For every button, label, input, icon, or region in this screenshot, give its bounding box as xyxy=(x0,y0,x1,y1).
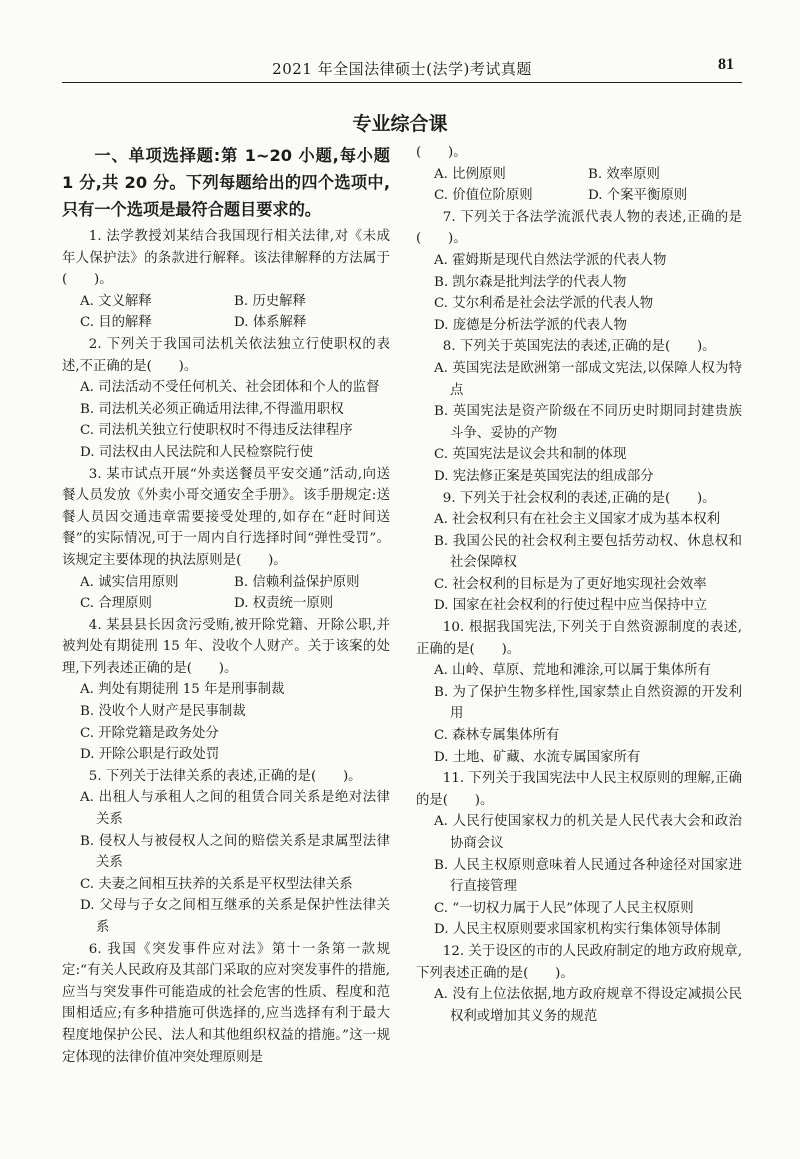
option-a: A. 判处有期徒刑 15 年是刑事制裁 xyxy=(80,682,285,698)
option-a: A. 司法活动不受任何机关、社会团体和个人的监督 xyxy=(80,380,380,396)
header-title: 2021 年全国法律硕士(法学)考试真题 xyxy=(272,60,532,78)
options-row xyxy=(62,312,390,334)
section-title: 专业综合课 xyxy=(352,113,448,135)
option-c: C. 合理原则 xyxy=(80,596,152,612)
option-c: C. 艾尔利希是社会法学派的代表人物 xyxy=(434,296,654,312)
option-a: A. 出租人与承租人之间的租赁合同关系是绝对法律关系 xyxy=(80,790,390,828)
option-d: D. 体系解释 xyxy=(234,315,307,331)
option-c: C. 司法机关独立行使职权时不得违反法律程序 xyxy=(80,423,353,439)
question-3: 3. 某市试点开展“外卖送餐员平安交通”活动,向送餐人员发放《外卖小哥交通安全手册》。该手册规定:送餐人员因交通违章需要接受处理的,如存在“赶时间送餐”的实际情况,可于一周内自行选择时间“弹性受罚”。该规定主要体现的执法原则是( )。 xyxy=(62,466,390,568)
option-c: C. 森林专属集体所有 xyxy=(434,728,560,744)
option-d: D. 人民主权原则要求国家机构实行集体领导体制 xyxy=(434,922,721,938)
page-number: 81 xyxy=(718,56,734,73)
option-a: A. 人民行使国家权力的机关是人民代表大会和政治协商会议 xyxy=(434,814,742,851)
option-b: B. 信赖利益保护原则 xyxy=(234,574,360,590)
option-a: A. 比例原则 xyxy=(434,166,506,182)
question-7: 7. 下列关于各法学流派代表人物的表述,正确的是( )。 xyxy=(416,209,742,247)
option-b: B. 为了保护生物多样性,国家禁止自然资源的开发利用 xyxy=(434,684,742,722)
question-6: 6. 我国《突发事件应对法》第十一条第一款规定:“有关人民政府及其部门采取的应对突发事件的措施,应当与突发事件可能造成的社会危害的性质、程度和范围相适应;有多种措施可供选择的,应当选择有利于最大程度地保护公民、法人和其他组织权益的措施。”这一规定体现的法律价值冲突处理原则是 xyxy=(62,941,390,1065)
option-d: D. 土地、矿藏、水流专属国家所有 xyxy=(434,749,641,765)
option-c: C. 英国宪法是议会共和制的体现 xyxy=(434,447,627,463)
options-row xyxy=(416,164,742,186)
question-5: 5. 下列关于法律关系的表述,正确的是( )。 xyxy=(88,768,362,784)
question-4: 4. 某县县长因贪污受贿,被开除党籍、开除公职,并被判处有期徒刑 15 年、没收个人财产。关于该案的处理,下列表述正确的是( )。 xyxy=(62,617,390,676)
option-c: C. 开除党籍是政务处分 xyxy=(80,725,219,741)
options-row xyxy=(416,185,742,207)
option-d: D. 父母与子女之间相互继承的关系是保护性法律关系 xyxy=(80,898,390,935)
question-1: 1. 法学教授刘某结合我国现行相关法律,对《未成年人保护法》的条款进行解释。该法律解释的方法属于( )。 xyxy=(62,229,390,288)
option-c: C. 夫妻之间相互扶养的关系是平权型法律关系 xyxy=(80,876,353,892)
option-a: A. 山岭、草原、荒地和滩涂,可以属于集体所有 xyxy=(434,663,711,679)
question-10: 10. 根据我国宪法,下列关于自然资源制度的表述,正确的是( )。 xyxy=(416,620,742,657)
right-column xyxy=(416,142,742,1027)
options-row xyxy=(62,593,390,615)
option-d: D. 开除公职是行政处罚 xyxy=(80,747,220,763)
option-d: D. 宪法修正案是英国宪法的组成部分 xyxy=(434,468,654,484)
option-b: B. 人民主权原则意味着人民通过各种途径对国家进行直接管理 xyxy=(434,857,742,895)
options-row xyxy=(62,291,390,313)
option-d: D. 权责统一原则 xyxy=(234,596,334,612)
question-11: 11. 下列关于我国宪法中人民主权原则的理解,正确的是( )。 xyxy=(416,771,742,808)
option-a: A. 文义解释 xyxy=(80,293,152,309)
option-d: D. 庞德是分析法学派的代表人物 xyxy=(434,317,627,333)
option-a: A. 诚实信用原则 xyxy=(80,574,179,590)
option-c: C. 社会权利的目标是为了更好地实现社会效率 xyxy=(434,576,707,592)
option-c: C. 目的解释 xyxy=(80,315,152,331)
option-b: B. 凯尔森是批判法学的代表人物 xyxy=(434,274,627,290)
option-b: B. 英国宪法是资产阶级在不同历史时期同封建贵族斗争、妥协的产物 xyxy=(434,404,742,441)
option-a: A. 英国宪法是欧洲第一部成文宪法,以保障人权为特点 xyxy=(434,360,742,398)
option-b: B. 历史解释 xyxy=(234,293,306,309)
question-9: 9. 下列关于社会权利的表述,正确的是( )。 xyxy=(442,490,716,506)
options-row xyxy=(62,572,390,594)
option-b: B. 司法机关必须正确适用法律,不得滥用职权 xyxy=(80,401,344,417)
option-d: D. 个案平衡原则 xyxy=(588,188,688,204)
option-b: B. 效率原则 xyxy=(588,166,660,182)
running-header xyxy=(62,50,742,83)
option-b: B. 我国公民的社会权利主要包括劳动权、休息权和社会保障权 xyxy=(434,533,742,571)
option-b: B. 侵权人与被侵权人之间的赔偿关系是隶属型法律关系 xyxy=(80,833,390,871)
left-column xyxy=(62,142,390,1068)
option-b: B. 没收个人财产是民事制裁 xyxy=(80,704,246,720)
option-d: D. 国家在社会权利的行使过程中应当保持中立 xyxy=(434,598,708,614)
option-a: A. 霍姆斯是现代自然法学派的代表人物 xyxy=(434,252,667,268)
question-12: 12. 关于设区的市的人民政府制定的地方政府规章,下列表述正确的是( )。 xyxy=(416,943,742,981)
option-a: A. 没有上位法依据,地方政府规章不得设定减损公民权利或增加其义务的规范 xyxy=(434,987,742,1024)
part-heading: 一、单项选择题:第 1~20 小题,每小题 1 分,共 20 分。下列每题给出的四个选项中,只有一个选项是最符合题目要求的。 xyxy=(62,146,390,219)
question-6-continued: ( )。 xyxy=(416,145,467,160)
question-8: 8. 下列关于英国宪法的表述,正确的是( )。 xyxy=(442,339,716,355)
option-c: C. “一切权力属于人民”体现了人民主权原则 xyxy=(434,900,694,916)
option-d: D. 司法权由人民法院和人民检察院行使 xyxy=(80,444,314,460)
option-a: A. 社会权利只有在社会主义国家才成为基本权利 xyxy=(434,512,720,528)
option-c: C. 价值位阶原则 xyxy=(434,188,533,204)
question-2: 2. 下列关于我国司法机关依法独立行使职权的表述,不正确的是( )。 xyxy=(62,336,390,374)
